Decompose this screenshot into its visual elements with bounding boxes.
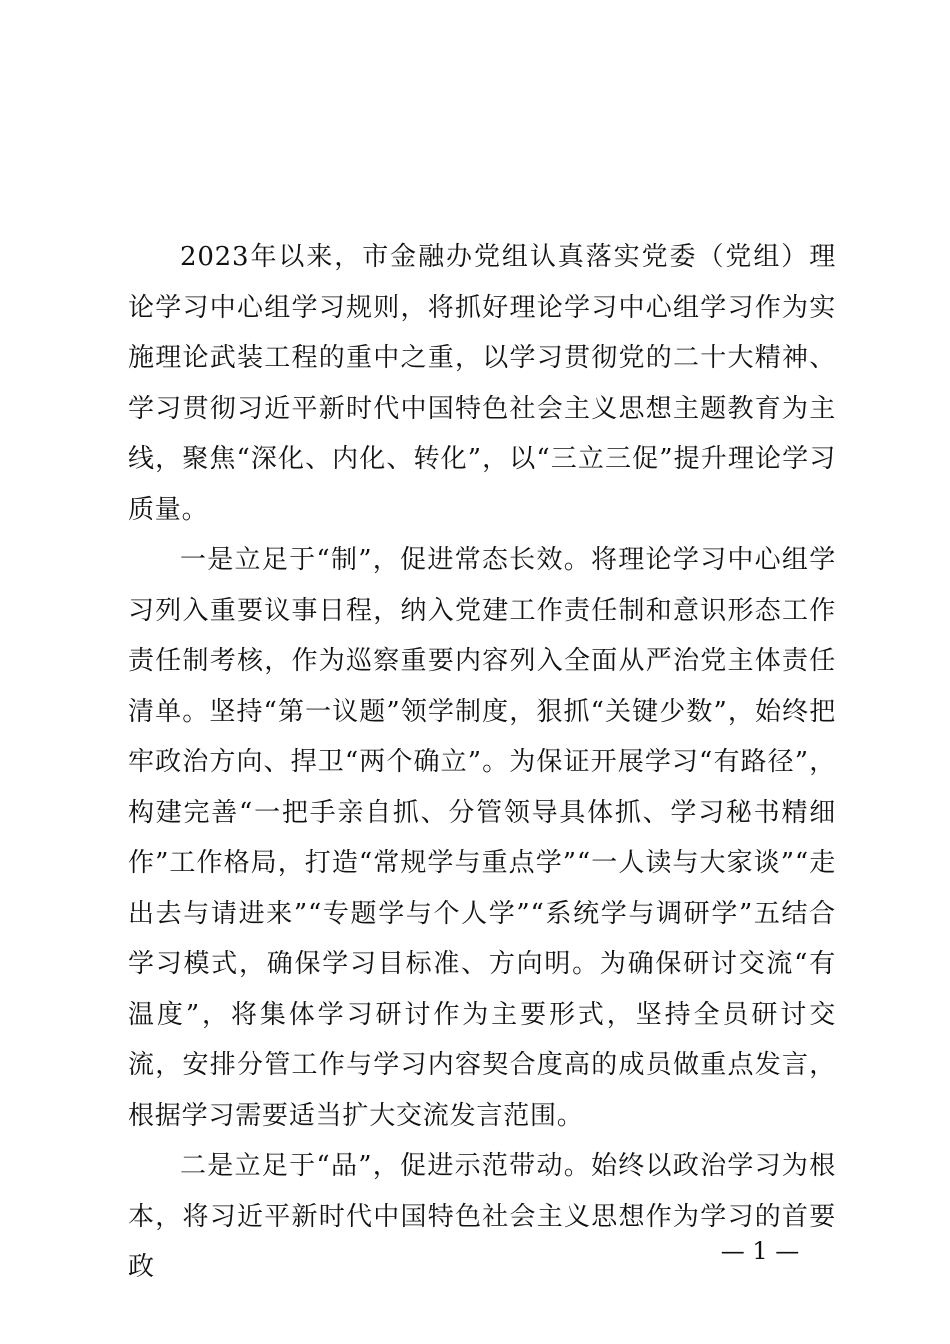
document-body: [128, 232, 836, 1293]
paragraph-intro: 2023年以来，市金融办党组认真落实党委（党组）理论学习中心组学习规则，将抓好理论学习中心组学习作为实施理论武装工程的重中之重，以学习贯彻党的二十大精神、学习贯彻习近平新时代中国特色社会主义思想主题教育为主线，聚焦“深化、内化、转化”，以“三立三促”提升理论学习质量。: [128, 242, 836, 525]
paragraph-point-two: 二是立足于“品”，促进示范带动。始终以政治学习为根本，将习近平新时代中国特色社会主义思想作为学习的首要政: [128, 1151, 836, 1282]
paragraph-point-one: 一是立足于“制”，促进常态长效。将理论学习中心组学习列入重要议事日程，纳入党建工作责任制和意识形态工作责任制考核，作为巡察重要内容列入全面从严治党主体责任清单。坚持“第一议题”领学制度，狠抓“关键少数”，始终把牢政治方向、捍卫“两个确立”。为保证开展学习“有路径”，构建完善“一把手亲自抓、分管领导具体抓、学习秘书精细作”工作格局，打造“常规学与重点学”“一人读与大家谈”“走出去与请进来”“专题学与个人学”“系统学与调研学”五结合学习模式，确保学习目标准、方向明。为确保研讨交流“有温度”，将集体学习研讨作为主要形式，坚持全员研讨交流，安排分管工作与学习内容契合度高的成员做重点发言，根据学习需要适当扩大交流发言范围。: [128, 545, 836, 1131]
page-number: — 1 —: [720, 1237, 800, 1265]
